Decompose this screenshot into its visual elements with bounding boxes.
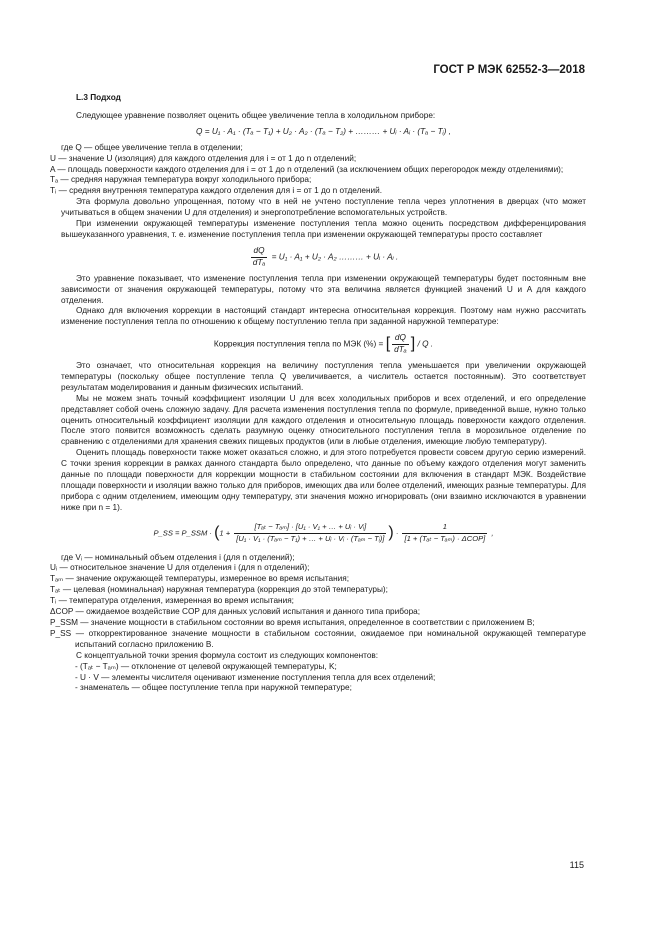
fraction-denominator: [1 + (Tₐₜ − Tₐₘ) · ΔCOP] bbox=[404, 533, 486, 543]
paragraph-4: Это уравнение показывает, что изменение поступления тепла при изменении окружающей температуры будет постоянным вне зависимости от значения окружающей температуры, потому что эта величина является функцией значений U и A для каждого отделения. bbox=[61, 273, 586, 305]
definition-4: Tₐ — средняя наружная температура вокруг холодильного прибора; bbox=[50, 175, 312, 185]
fraction-cop bbox=[402, 522, 487, 545]
standard-header: ГОСТ Р МЭК 62552-3—2018 bbox=[433, 64, 585, 76]
list-item: - знаменатель — общее поступление тепла при наружной температуре; bbox=[75, 683, 352, 693]
definition-pssm: P_SSM — значение мощности в стабильном состоянии во время испытания, определенное в соответствии с приложением B; bbox=[50, 617, 535, 627]
definition-pss: P_SS — откорректированное значение мощности в стабильном состоянии, ожидаемое при номинальной окружающей температуре испытаний согласно приложению B. bbox=[50, 628, 586, 649]
paragraph-3: При изменении окружающей температуры изменение поступления тепла можно оценить посредством дифференцирования вышеуказанного уравнения, т. е. изменение поступления тепла при изменении окружающей температуры просто составляет bbox=[61, 219, 586, 239]
fraction-denominator: dTₐ bbox=[252, 257, 266, 267]
page-number: 115 bbox=[569, 860, 584, 870]
paragraph-9: С концептуальной точки зрения формула состоит из следующих компонентов: bbox=[76, 650, 379, 660]
list-item: - U · V — элементы числителя оценивают изменение поступления тепла для всех отделений; bbox=[75, 672, 436, 682]
equation-rhs: / Q . bbox=[417, 339, 434, 349]
equation-power-correction: P_SS = P_SSM · (1 + [Tₐₜ − Tₐₘ] · [U₁ · V₁ + … + Uᵢ · Vᵢ] [U₁ · V₁ · (Tₐₘ − T₁) + … + Uᵢ · Vᵢ · (Tₐₘ − Tᵢ)] ) · 1 [1 + (Tₐₜ − Tₐₘ) · ΔCOP] , bbox=[153, 521, 494, 543]
fraction-numerator: 1 bbox=[402, 522, 487, 534]
definition-1: где Q — общее увеличение тепла в отделении; bbox=[61, 142, 243, 152]
fraction-dq-dta bbox=[251, 246, 268, 269]
paragraph-6: Это означает, что относительная коррекция на величину поступления тепла уменьшается при увеличении окружающей температуры (поскольку общее поступление тепла Q увеличивается, а числитель остается постоянным). Это соответствует результатам моделирования и данным физических испытаний. bbox=[61, 361, 586, 392]
definition-u: Uᵢ — относительное значение U для отделения i (для n отделений); bbox=[50, 563, 310, 573]
paragraph-8: Оценить площадь поверхности также может оказаться сложно, и для этого потребуется провести совсем другую серию измерений. С точки зрения коррекции в рамках данного стандарта было определено, что данные по объему каждого отделения могут заменить данные по площади поверхности для коррекции мощности в стабильном состоянии для включения в стандарт МЭК. Воздействие площади поверхности и изоляции важно только для приборов, имеющих два или более отделений, имеющих разные температуры. Для прибора с одним отделением, имеющим одну температуру, эти значения можно игнорировать (они взаимно исключаются в уравнении ниже при n = 1). bbox=[61, 448, 586, 512]
paragraph-7: Мы не можем знать точный коэффициент изоляции U для всех холодильных приборов и всех отделений, и его определение представляет собой очень сложную задачу. Для расчета изменения поступления тепла по формуле, приведенной выше, нужно только оценить относительный коэффициент изоляции для каждого отделения и относительную площадь поверхности каждого отделения. После этого появится возможность сделать разумную оценку относительного поступления тепла в морозильное отделение по сравнению с отделениями для хранения свежих пищевых продуктов (или в любые отделения, имеющие любую температуру). bbox=[61, 393, 586, 447]
definition-tam: Tₐₘ — значение окружающей температуры, измеренное во время испытания; bbox=[50, 574, 350, 584]
definition-2: U — значение U (изоляция) для каждого отделения для i = от 1 до n отделений; bbox=[50, 153, 357, 163]
fraction-denominator: dTₐ bbox=[394, 345, 407, 355]
document-body bbox=[50, 93, 586, 694]
paren-left: ( bbox=[214, 523, 220, 541]
definition-tat: Tₐₜ — целевая (номинальная) наружная температура (коррекция до этой температуры); bbox=[50, 585, 388, 595]
paragraph-1: Следующее уравнение позволяет оценить общее увеличение тепла в холодильном приборе: bbox=[76, 110, 436, 120]
section-heading: L.3 Подход bbox=[76, 93, 121, 102]
fraction-dq-dta-2 bbox=[392, 333, 409, 356]
equation-lhs: P_SS = P_SSM · bbox=[153, 528, 212, 538]
fraction-denominator: [U₁ · V₁ · (Tₐₘ − T₁) + … + Uᵢ · Vᵢ · (Tₐₘ − Tᵢ)] bbox=[236, 533, 385, 543]
fraction-main bbox=[234, 522, 386, 545]
equation-heat-gain: Q = U₁ · A₁ · (Tₐ − T₁) + U₂ · A₂ · (Tₐ − T₂) + ……… + Uᵢ · Aᵢ · (Tₐ − Tᵢ) , bbox=[196, 126, 451, 136]
equation-correction bbox=[61, 333, 586, 356]
definition-ti: Tᵢ — температура отделения, измеренная во время испытания; bbox=[50, 596, 294, 606]
definition-3: A — площадь поверхности каждого отделения для i = от 1 до n отделений (за исключением общих перегородок между отделениями); bbox=[50, 164, 564, 174]
definition-dcop: ΔCOP — ожидаемое воздействие COP для данных условий испытания и данного типа прибора; bbox=[50, 607, 421, 617]
definition-5: Tᵢ — средняя внутренняя температура каждого отделения для i = от 1 до n отделений. bbox=[50, 186, 383, 196]
equation-rhs: = U₁ · A₁ + U₂ · A₂ ……… + Uᵢ · Aᵢ . bbox=[271, 252, 399, 262]
paren-right: ) bbox=[388, 523, 394, 541]
paragraph-5: Однако для включения коррекции в настоящий стандарт интересна относительная коррекция. Поэтому нам нужно рассчитать изменение поступления тепла по отношению к общему поступлению тепла при заданной наружной температуре: bbox=[61, 306, 586, 327]
definition-v: где Vᵢ — номинальный объем отделения i (для n отделений); bbox=[61, 552, 295, 562]
paragraph-2: Эта формула довольно упрощенная, потому что в ней не учтено поступление тепла через уплотнения в дверцах (что может учитываться в общем значении U для отделения) и энергопотребление вспомогательных устройств. bbox=[61, 197, 586, 218]
fraction-numerator: dQ bbox=[251, 246, 268, 258]
fraction-numerator: [Tₐₜ − Tₐₘ] · [U₁ · V₁ + … + Uᵢ · Vᵢ] bbox=[234, 522, 386, 534]
bracket-left: [ bbox=[385, 335, 391, 353]
equation-derivative bbox=[61, 246, 586, 269]
bracket-right: ] bbox=[410, 335, 416, 353]
fraction-numerator: dQ bbox=[392, 333, 409, 345]
equation-label: Коррекция поступления тепла по МЭК (%) = bbox=[213, 339, 384, 349]
list-item: - (Tₐₜ − Tₐₘ) — отклонение от целевой окружающей температуры, K; bbox=[75, 661, 337, 671]
